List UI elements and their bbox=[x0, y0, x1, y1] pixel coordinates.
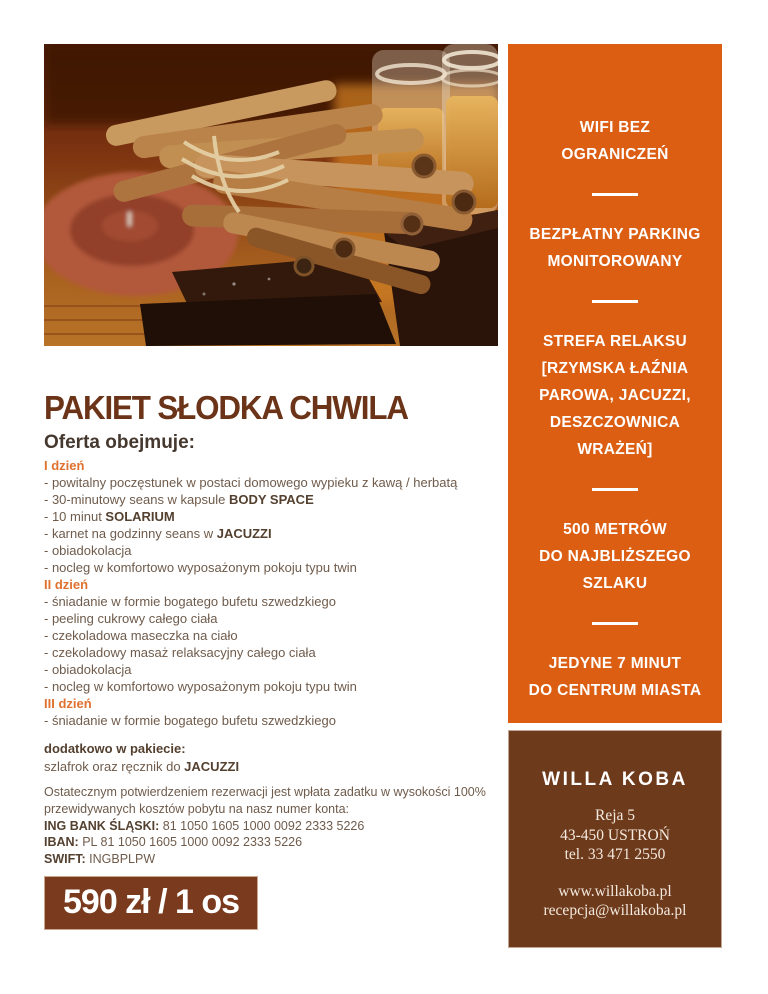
payment-line bbox=[44, 851, 494, 868]
amenity-line: JEDYNE 7 MINUT bbox=[548, 655, 682, 672]
contact-address bbox=[509, 806, 721, 865]
website-link[interactable]: www.willakoba.pl bbox=[558, 882, 672, 900]
contact-address-line: Reja 5 bbox=[594, 807, 636, 824]
email-link[interactable]: recepcja@willakoba.pl bbox=[543, 902, 687, 919]
contact-card bbox=[508, 730, 722, 948]
text-segment: - śniadanie w formie bogatego bufetu szwedzkiego bbox=[44, 713, 336, 728]
text-segment: - nocleg w komfortowo wyposażonym pokoju typu twin bbox=[44, 679, 357, 694]
offer-item bbox=[44, 678, 506, 695]
highlight-term: JACUZZI bbox=[216, 526, 272, 541]
divider bbox=[592, 300, 638, 303]
text-segment: - obiadokolacja bbox=[44, 662, 132, 677]
amenity-line: SZLAKU bbox=[582, 575, 648, 592]
divider bbox=[592, 622, 638, 625]
text-segment: - 30-minutowy seans w kapsule bbox=[44, 492, 229, 507]
text-segment: - śniadanie w formie bogatego bufetu szwedzkiego bbox=[44, 594, 336, 609]
text-segment: Ostatecznym potwierdzeniem rezerwacji jest wpłata zadatku w wysokości 100% bbox=[44, 785, 486, 799]
text-segment: szlafrok oraz ręcznik do bbox=[44, 759, 185, 774]
amenity-line: MONITOROWANY bbox=[547, 253, 683, 270]
text-segment: - obiadokolacja bbox=[44, 543, 132, 558]
offer-item bbox=[44, 491, 506, 508]
offer-item bbox=[44, 474, 506, 491]
amenity-line: STREFA RELAKSU bbox=[542, 333, 687, 350]
contact-address-line: tel. 33 471 2550 bbox=[564, 846, 666, 863]
price-banner: 590 zł / 1 os bbox=[44, 876, 258, 930]
page-title: PAKIET SŁODKA CHWILA bbox=[44, 389, 408, 426]
payment-line bbox=[44, 784, 494, 801]
text-segment: 81 1050 1605 1000 0092 2333 5226 bbox=[159, 818, 365, 833]
offer-item bbox=[44, 525, 506, 542]
amenity-line: 500 METRÓW bbox=[563, 521, 667, 538]
divider bbox=[592, 193, 638, 196]
amenity-line: WIFI BEZ bbox=[579, 119, 651, 136]
amenity-line: [RZYMSKA ŁAŹNIA bbox=[541, 360, 689, 377]
extras-line bbox=[44, 758, 239, 776]
highlight-term: JACUZZI bbox=[184, 759, 240, 774]
contact-address-line: 43-450 USTROŃ bbox=[560, 826, 670, 844]
amenity-item bbox=[539, 516, 691, 597]
text-segment: - peeling cukrowy całego ciała bbox=[44, 611, 218, 626]
day-header: III dzień bbox=[44, 696, 92, 711]
payment-line bbox=[44, 818, 494, 835]
offer-item bbox=[44, 627, 506, 644]
text-segment: - karnet na godzinny seans w bbox=[44, 526, 217, 541]
offer-item bbox=[44, 610, 506, 627]
hotel-name: WILLA KOBA bbox=[542, 769, 688, 790]
text-segment: - 10 minut bbox=[44, 509, 106, 524]
text-segment: - powitalny poczęstunek w postaci domowego wypieku z kawą / herbatą bbox=[44, 475, 458, 490]
amenity-item bbox=[561, 114, 668, 168]
amenity-line: DESZCZOWNICA bbox=[549, 414, 681, 431]
highlight-term: BODY SPACE bbox=[228, 492, 314, 507]
amenity-line: WRAŻEŃ] bbox=[577, 441, 653, 458]
divider bbox=[592, 488, 638, 491]
offer-subtitle: Oferta obejmuje: bbox=[44, 432, 195, 453]
day-header: I dzień bbox=[44, 458, 85, 473]
offer-item bbox=[44, 661, 506, 678]
offer-item bbox=[44, 559, 506, 576]
offer-sections bbox=[44, 457, 506, 729]
text-segment: - nocleg w komfortowo wyposażonym pokoju typu twin bbox=[44, 560, 357, 575]
highlight-term: SWIFT: bbox=[44, 852, 86, 867]
highlight-term: IBAN: bbox=[44, 835, 79, 850]
offer-item bbox=[44, 644, 506, 661]
payment-line bbox=[44, 834, 494, 851]
highlight-term: SOLARIUM bbox=[105, 509, 175, 524]
offer-item bbox=[44, 712, 506, 729]
offer-item bbox=[44, 593, 506, 610]
amenity-line: PAROWA, JACUZZI, bbox=[539, 387, 691, 404]
extras-header: dodatkowo w pakiecie: bbox=[44, 741, 186, 756]
amenity-line: OGRANICZEŃ bbox=[561, 146, 669, 163]
amenity-item bbox=[539, 328, 691, 463]
package-photo bbox=[44, 44, 498, 346]
contact-web bbox=[509, 882, 721, 921]
text-segment: - czekoladowa maseczka na ciało bbox=[44, 628, 238, 643]
amenity-item bbox=[529, 650, 702, 704]
amenity-line: BEZPŁATNY PARKING bbox=[529, 226, 701, 243]
amenities-panel bbox=[508, 44, 722, 723]
payment-note bbox=[44, 784, 494, 868]
text-segment: - czekoladowy masaż relaksacyjny całego ciała bbox=[44, 645, 316, 660]
text-segment: PL 81 1050 1605 1000 0092 2333 5226 bbox=[78, 835, 303, 850]
text-segment: INGBPLPW bbox=[85, 852, 156, 867]
payment-line bbox=[44, 801, 494, 818]
text-segment: przewidywanych kosztów pobytu na nasz numer konta: bbox=[44, 801, 350, 816]
highlight-term: ING BANK ŚLĄSKI: bbox=[44, 818, 160, 833]
offer-item bbox=[44, 508, 506, 525]
amenity-item bbox=[529, 221, 700, 275]
amenity-line: DO NAJBLIŻSZEGO bbox=[539, 548, 691, 565]
offer-item bbox=[44, 542, 506, 559]
extras-block bbox=[44, 740, 239, 776]
day-header: II dzień bbox=[44, 577, 89, 592]
amenity-line: DO CENTRUM MIASTA bbox=[528, 682, 702, 699]
